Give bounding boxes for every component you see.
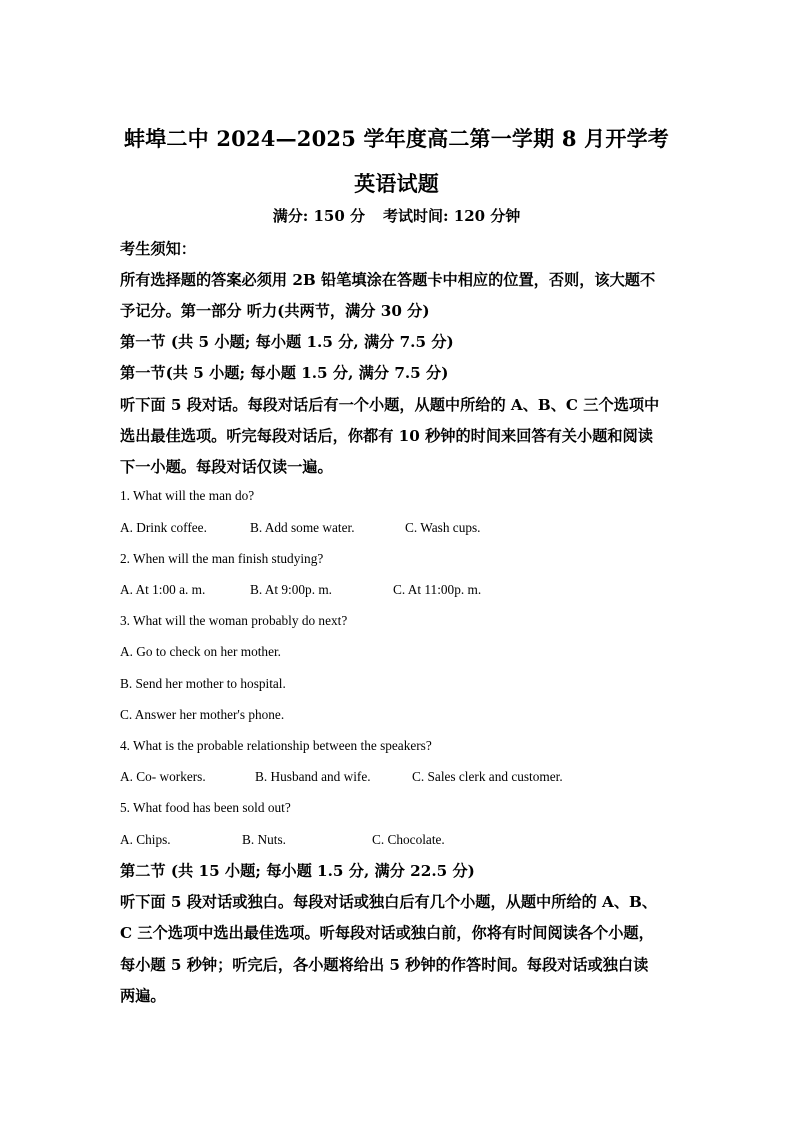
question-option: C. At 11:00p. m.: [393, 582, 482, 597]
exam-time: 考试时间: 120 分钟: [383, 207, 521, 225]
question-option: B. Husband and wife.: [255, 769, 371, 784]
question-option: B. Send her mother to hospital.: [120, 676, 286, 691]
instructions-line: 所有选择题的答案必须用 2B 铅笔填涂在答题卡中相应的位置，否则，该大题不: [120, 271, 656, 289]
full-score: 满分: 150 分: [272, 207, 365, 225]
question-option: B. Nuts.: [242, 832, 286, 847]
question-stem: 2. When will the man finish studying?: [120, 551, 324, 566]
question-option: C. Answer her mother's phone.: [120, 707, 285, 722]
question-option: C. Sales clerk and customer.: [412, 769, 563, 784]
question-stem: 4. What is the probable relationship between the speakers?: [120, 738, 432, 753]
question-option: A. Drink coffee.: [120, 520, 207, 535]
question-option: C. Chocolate.: [372, 832, 445, 847]
question-option: B. Add some water.: [250, 520, 355, 535]
exam-meta: [0, 205, 793, 226]
question-stem: 3. What will the woman probably do next?: [120, 613, 348, 628]
exam-title: 蚌埠二中 2024—2025 学年度高二第一学期 8 月开学考: [124, 126, 669, 151]
question-option: B. At 9:00p. m.: [250, 582, 333, 597]
question-stem: 5. What food has been sold out?: [120, 800, 291, 815]
question-option: C. Wash cups.: [405, 520, 481, 535]
question-option: A. Chips.: [120, 832, 171, 847]
section1-heading: 第一节 (共 5 小题; 每小题 1.5 分, 满分 7.5 分): [120, 333, 454, 351]
section1-directions: 听下面 5 段对话。每段对话后有一个小题，从题中所给的 A、B、C 三个选项中: [120, 396, 660, 414]
section2-directions: 每小题 5 秒钟；听完后，各小题将给出 5 秒钟的作答时间。每段对话或独白读: [120, 956, 649, 974]
exam-subtitle: 英语试题: [354, 171, 439, 196]
section2-directions: 两遍。: [120, 987, 166, 1005]
section1-directions: 选出最佳选项。听完每段对话后，你都有 10 秒钟的时间来回答有关小题和阅读: [120, 427, 653, 445]
section2-directions: 听下面 5 段对话或独白。每段对话或独白后有几个小题，从题中所给的 A、B、: [120, 893, 658, 911]
section1-heading: 第一节(共 5 小题; 每小题 1.5 分, 满分 7.5 分): [120, 364, 449, 382]
section2-directions: C 三个选项中选出最佳选项。听每段对话或独白前，你将有时间阅读各个小题，: [120, 924, 654, 942]
question-option: A. At 1:00 a. m.: [120, 582, 206, 597]
question-stem: 1. What will the man do?: [120, 488, 255, 503]
instructions-heading: 考生须知：: [120, 240, 196, 258]
section2-heading: 第二节 (共 15 小题; 每小题 1.5 分, 满分 22.5 分): [120, 862, 475, 880]
section1-directions: 下一小题。每段对话仅读一遍。: [120, 458, 333, 476]
question-option: A. Go to check on her mother.: [120, 644, 281, 659]
instructions-line: 予记分。第一部分 听力(共两节，满分 30 分): [120, 302, 430, 320]
question-option: A. Co- workers.: [120, 769, 206, 784]
